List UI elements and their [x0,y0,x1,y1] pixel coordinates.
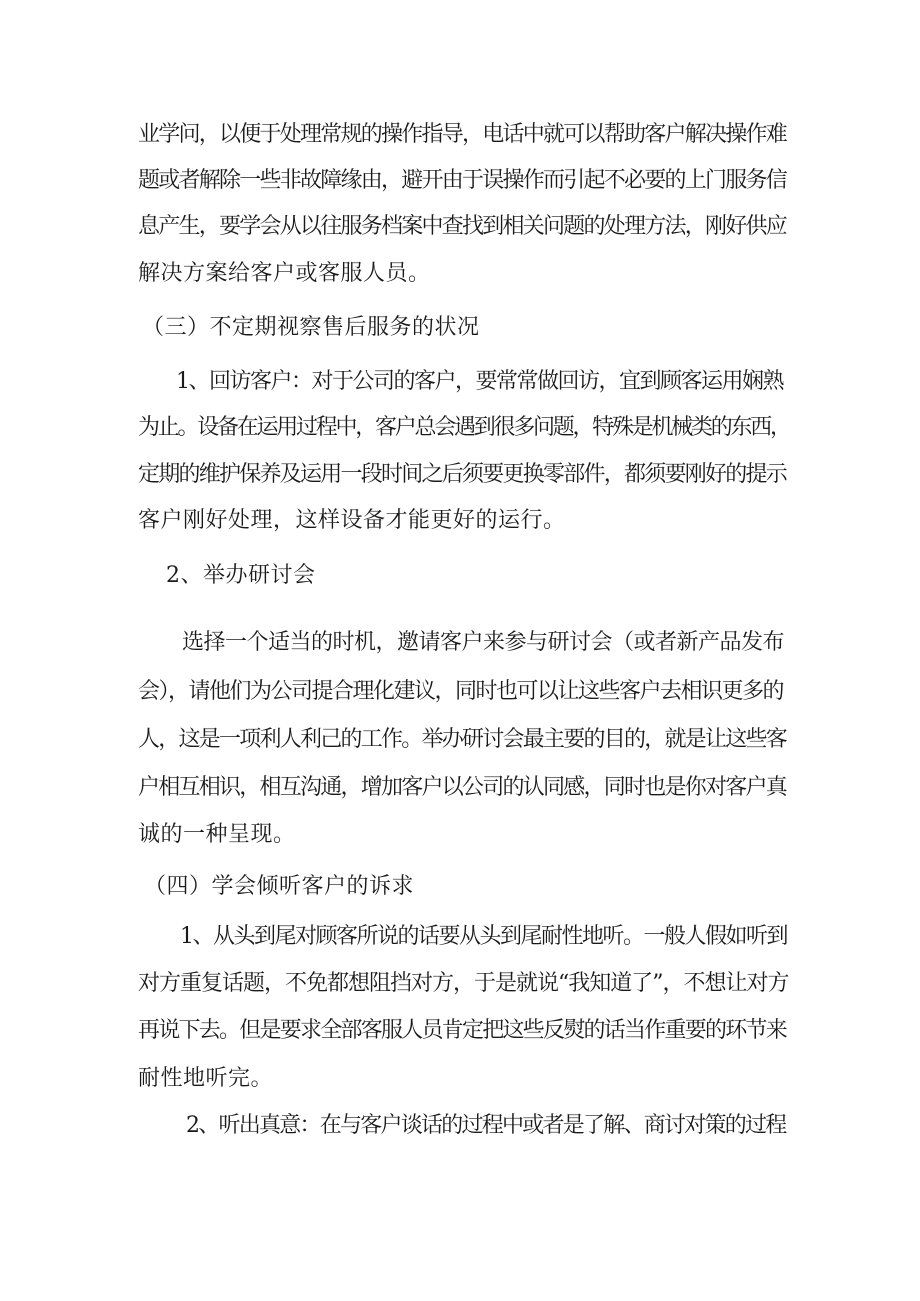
paragraph-line: 户相互相识，相互沟通，增加客户以公司的认同感，同时也是你对客户真 [138,775,787,800]
paragraph-line: 题或者解除一些非故障缘由，避开由于误操作而引起不必要的上门服务信 [138,168,787,193]
paragraph-line: 2、听出真意：在与客户谈话的过程中或者是了解、商讨对策的过程 [186,1113,786,1138]
paragraph-line: 会），请他们为公司提合理化建议，同时也可以让这些客户去相识更多的 [138,679,784,704]
paragraph-line: 1、从头到尾对顾客所说的话要从头到尾耐性地听。一般人假如听到 [180,924,787,949]
paragraph-line: 再说下去。但是要求全部客服人员肯定把这些反熨的话当作重要的环节来 [138,1018,787,1043]
paragraph-line: 解决方案给客户或客服人员。 [138,261,431,286]
paragraph-line: 耐性地听完。 [138,1066,274,1091]
section-heading: （三）不定期视察售后服务的状况 [142,315,480,340]
paragraph-line: 诚的一种呈现。 [138,822,296,847]
paragraph-line: 息产生，要学会从以往服务档案中查找到相关问题的处理方法，刚好供应 [138,214,787,239]
paragraph-line: 客户刚好处理，这样设备才能更好的运行。 [138,508,566,533]
paragraph-line: 选择一个适当的时机，邀请客户来参与研讨会（或者新产品发布 [182,630,785,655]
subsection-heading: 2、举办研讨会 [166,563,316,588]
paragraph-line: 1、回访客户：对于公司的客户，要常常做回访，宜到顾客运用娴熟 [176,369,783,394]
paragraph-line: 业学问，以便于处理常规的操作指导，电话中就可以帮助客户解决操作难 [138,122,787,147]
section-heading: （四）学会倾听客户的诉求 [144,874,415,899]
paragraph-line: 定期的维护保养及运用一段时间之后须要更换零部件，都须要刚好的提示 [138,462,787,487]
paragraph-line: 为止。设备在运用过程中，客户总会遇到很多问题，特殊是机械类的东西， [138,415,790,440]
paragraph-line: 人，这是一项利人利己的工作。举办研讨会最主要的目的，就是让这些客 [138,727,787,752]
paragraph-line: 对方重复话题，不免都想阻挡对方，于是就说“我知道了”，不想让对方 [138,971,789,996]
